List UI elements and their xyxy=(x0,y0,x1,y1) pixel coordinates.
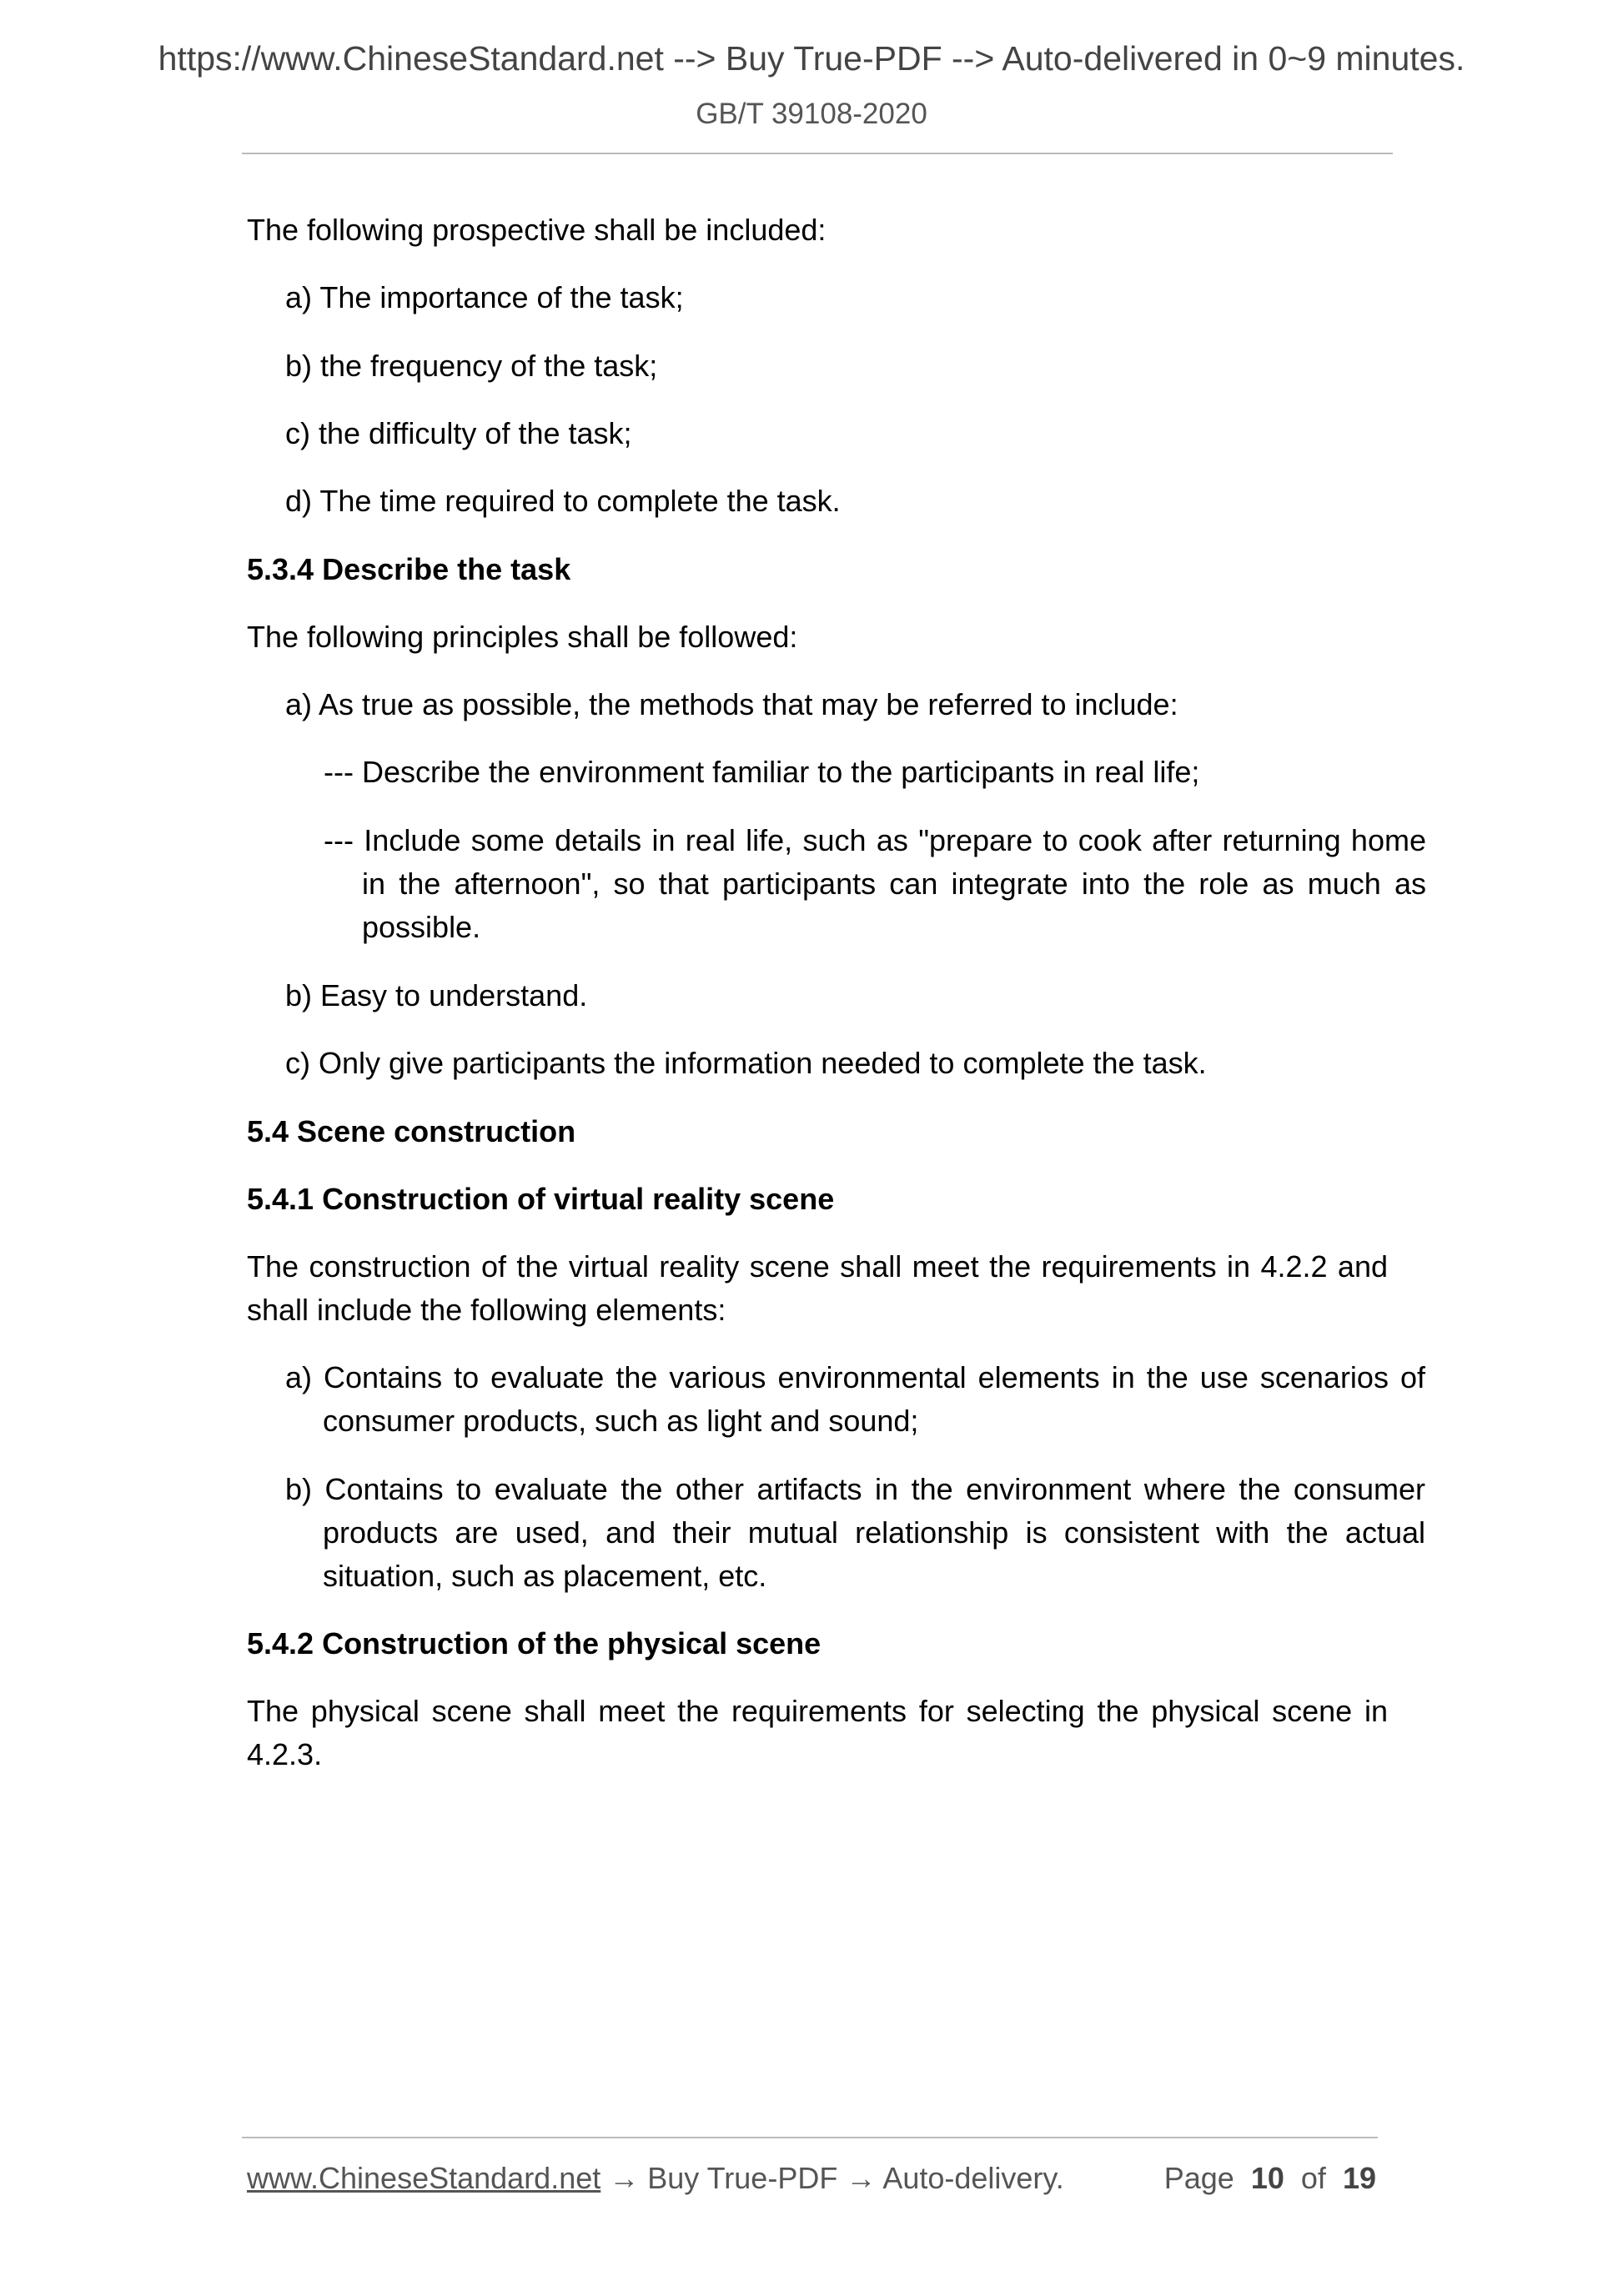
list-item: b) Easy to understand. xyxy=(285,978,588,1012)
vr-intro-paragraph: The construction of the virtual reality scene shall meet the requirements in 4.2.2 and shall include the following elements: xyxy=(247,1249,1388,1327)
page-counter xyxy=(1164,2160,1376,2197)
of-label: of xyxy=(1300,2161,1326,2195)
header-url-line: https://www.ChineseStandard.net --> Buy True-PDF --> Auto-delivered in 0~9 minutes. xyxy=(158,39,1465,78)
section-heading-5-4-2: 5.4.2 Construction of the physical scene xyxy=(247,1626,822,1660)
principles-intro: The following principles shall be followed: xyxy=(247,620,798,654)
footer xyxy=(247,2160,1376,2197)
list-item: b) the frequency of the task; xyxy=(285,349,658,383)
list-item: a) Contains to evaluate the various environmental elements in the use scenarios of consumer products, such as light and sound; xyxy=(285,1360,1425,1438)
list-item: a) As true as possible, the methods that may be referred to include: xyxy=(285,687,1178,721)
header-divider xyxy=(242,153,1393,154)
physical-scene-paragraph: The physical scene shall meet the requirements for selecting the physical scene in 4.2.3. xyxy=(247,1694,1388,1771)
list-item: d) The time required to complete the task. xyxy=(285,484,841,518)
total-pages: 19 xyxy=(1342,2161,1376,2195)
page-number: 10 xyxy=(1250,2161,1284,2195)
list-item: b) Contains to evaluate the other artifacts in the environment where the consumer products are used, and their mutual relationship is consistent with the actual situation, such as placement, etc. xyxy=(285,1472,1425,1593)
section-heading-5-4-1: 5.4.1 Construction of virtual reality scene xyxy=(247,1182,835,1216)
footer-left xyxy=(247,2160,1064,2197)
footer-tagline: → Buy True-PDF → Auto-delivery. xyxy=(600,2161,1064,2195)
dash-item: --- Describe the environment familiar to the participants in real life; xyxy=(324,755,1200,789)
section-heading-5-3-4: 5.3.4 Describe the task xyxy=(247,552,571,586)
list-item: c) the difficulty of the task; xyxy=(285,416,632,450)
intro-paragraph: The following prospective shall be included: xyxy=(247,213,827,247)
footer-divider xyxy=(242,2137,1378,2138)
page-label: Page xyxy=(1163,2161,1234,2195)
section-heading-5-4: 5.4 Scene construction xyxy=(247,1114,576,1148)
dash-item: --- Include some details in real life, such as "prepare to cook after returning home in the afternoon", so that participants can integrate into the role as much as possible. xyxy=(324,823,1426,944)
site-link[interactable]: www.ChineseStandard.net xyxy=(247,2161,601,2195)
list-item: c) Only give participants the information needed to complete the task. xyxy=(285,1046,1207,1080)
list-item: a) The importance of the task; xyxy=(285,280,684,314)
standard-code: GB/T 39108-2020 xyxy=(696,98,927,130)
